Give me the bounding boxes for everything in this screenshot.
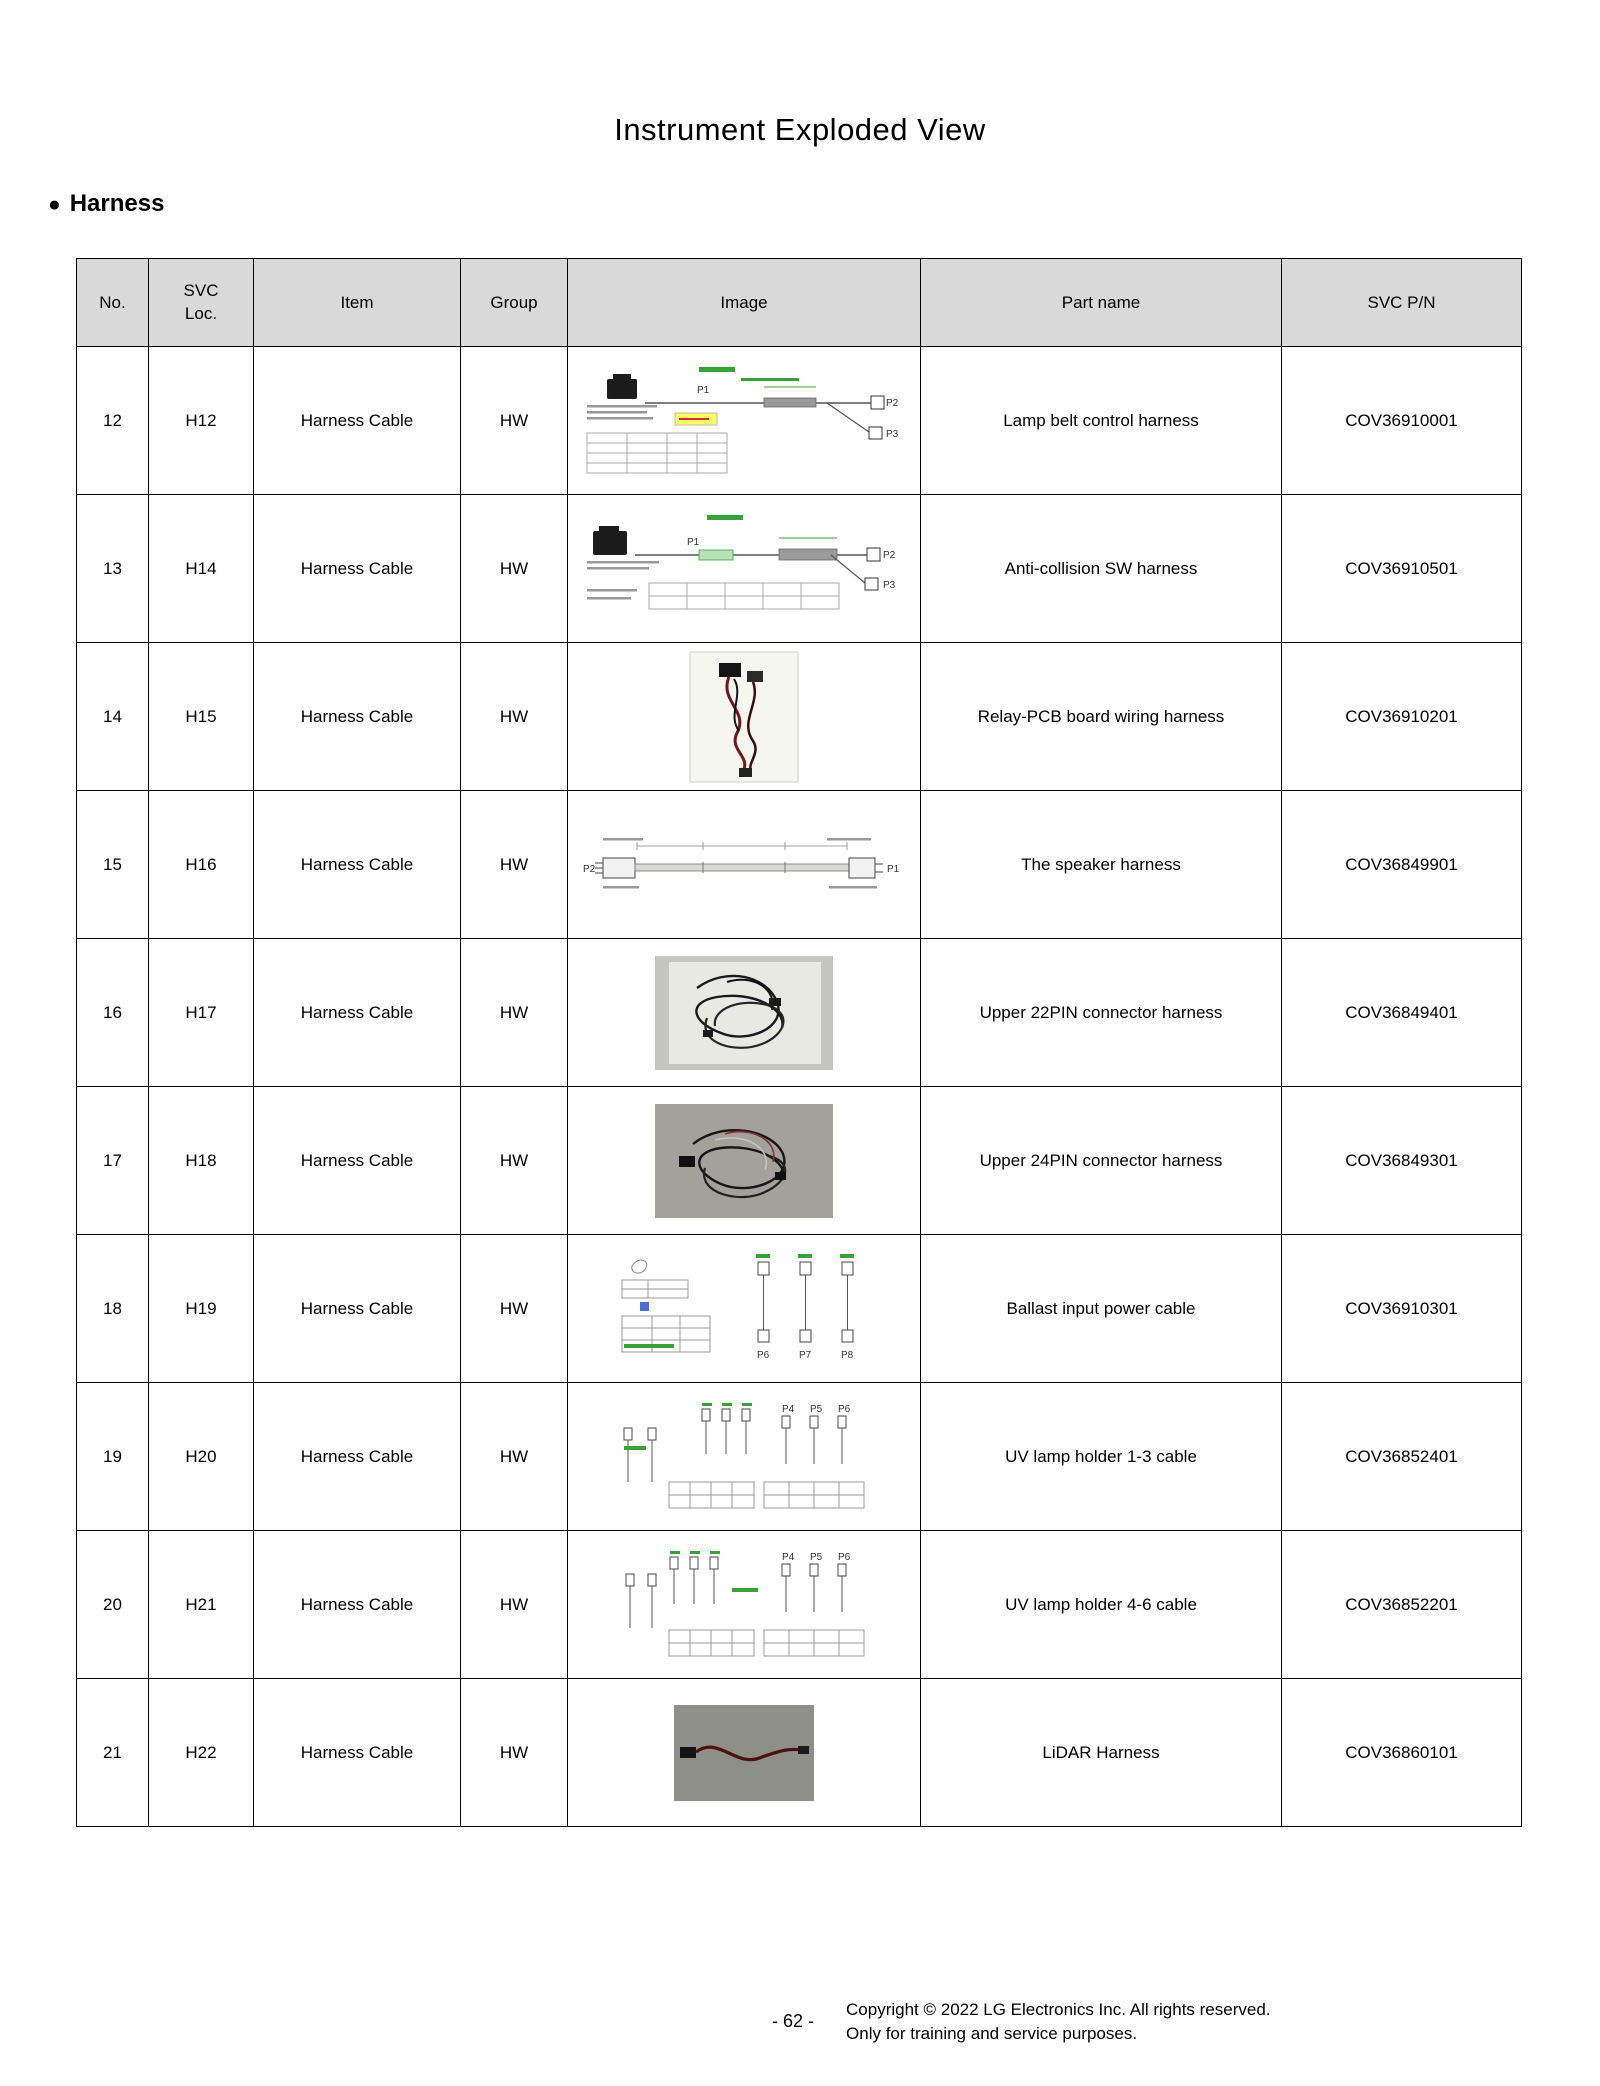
copyright-block <box>846 1998 1271 2046</box>
harness-photo <box>655 956 833 1070</box>
cell-item: Harness Cable <box>254 1531 461 1679</box>
connector-label: P4 <box>782 1551 795 1563</box>
cell-part-name: UV lamp holder 4-6 cable <box>921 1531 1282 1679</box>
section-header <box>48 190 164 218</box>
cell-part-name: Lamp belt control harness <box>921 347 1282 495</box>
cell-part-name: Upper 24PIN connector harness <box>921 1087 1282 1235</box>
cell-svc-loc: H20 <box>149 1383 254 1531</box>
table-row <box>77 791 1522 939</box>
cell-part-name: LiDAR Harness <box>921 1679 1282 1827</box>
cell-no: 19 <box>77 1383 149 1531</box>
cell-no: 13 <box>77 495 149 643</box>
cell-part-name: Relay-PCB board wiring harness <box>921 643 1282 791</box>
cell-svc-loc: H18 <box>149 1087 254 1235</box>
wiring-diagram-image <box>614 1548 874 1662</box>
column-header-item: Item <box>254 259 461 347</box>
cell-part-name: The speaker harness <box>921 791 1282 939</box>
cell-no: 14 <box>77 643 149 791</box>
cell-svc-pn: COV36849401 <box>1282 939 1522 1087</box>
purpose-text: Only for training and service purposes. <box>846 2023 1138 2043</box>
bullet-icon: ● <box>48 192 61 216</box>
page-footer <box>772 1998 1271 2046</box>
page-title: Instrument Exploded View <box>614 112 986 147</box>
cell-no: 15 <box>77 791 149 939</box>
cell-svc-pn: COV36849301 <box>1282 1087 1522 1235</box>
cell-image <box>568 1087 921 1235</box>
copyright-text: Copyright © 2022 LG Electronics Inc. All rights reserved. <box>846 2000 1271 2019</box>
cell-no: 12 <box>77 347 149 495</box>
cell-item: Harness Cable <box>254 643 461 791</box>
cell-group: HW <box>461 1235 568 1383</box>
cell-item: Harness Cable <box>254 1087 461 1235</box>
cell-item: Harness Cable <box>254 347 461 495</box>
connector-label: P2 <box>883 549 896 561</box>
connector-label: P2 <box>886 397 899 409</box>
table-header-row <box>77 259 1522 347</box>
cell-no: 21 <box>77 1679 149 1827</box>
table-row <box>77 1235 1522 1383</box>
cell-part-name: Upper 22PIN connector harness <box>921 939 1282 1087</box>
cell-svc-loc: H16 <box>149 791 254 939</box>
cell-no: 20 <box>77 1531 149 1679</box>
cell-image <box>568 643 921 791</box>
connector-label: P2 <box>583 863 596 875</box>
column-header-no: No. <box>77 259 149 347</box>
cell-no: 16 <box>77 939 149 1087</box>
connector-label: P4 <box>782 1403 795 1415</box>
table-row <box>77 347 1522 495</box>
cell-group: HW <box>461 1383 568 1531</box>
cell-item: Harness Cable <box>254 495 461 643</box>
connector-label: P3 <box>883 579 896 591</box>
cell-group: HW <box>461 1087 568 1235</box>
cell-item: Harness Cable <box>254 1235 461 1383</box>
harness-photo <box>674 1705 814 1801</box>
connector-label: P6 <box>838 1551 851 1563</box>
connector-label: P5 <box>810 1403 823 1415</box>
cell-image <box>568 1383 921 1531</box>
connector-label: P8 <box>841 1349 854 1361</box>
cell-group: HW <box>461 1531 568 1679</box>
cell-svc-pn: COV36910201 <box>1282 643 1522 791</box>
wiring-diagram-image <box>614 1252 874 1366</box>
cell-svc-pn: COV36849901 <box>1282 791 1522 939</box>
table-row <box>77 643 1522 791</box>
cell-part-name: UV lamp holder 1-3 cable <box>921 1383 1282 1531</box>
cell-svc-loc: H12 <box>149 347 254 495</box>
connector-label: P1 <box>697 384 710 396</box>
table-row <box>77 1531 1522 1679</box>
cell-item: Harness Cable <box>254 1679 461 1827</box>
cell-image <box>568 791 921 939</box>
connector-label: P1 <box>687 536 700 548</box>
connector-label: P6 <box>838 1403 851 1415</box>
wiring-diagram-image <box>579 511 909 627</box>
cell-part-name: Ballast input power cable <box>921 1235 1282 1383</box>
column-header-svc-loc: SVC Loc. <box>149 259 254 347</box>
harness-photo <box>689 651 799 783</box>
section-title: Harness <box>69 190 165 217</box>
table-row <box>77 495 1522 643</box>
cell-image <box>568 495 921 643</box>
cell-svc-loc: H22 <box>149 1679 254 1827</box>
cell-item: Harness Cable <box>254 939 461 1087</box>
cell-svc-pn: COV36910001 <box>1282 347 1522 495</box>
cell-group: HW <box>461 643 568 791</box>
column-header-group: Group <box>461 259 568 347</box>
cell-svc-loc: H21 <box>149 1531 254 1679</box>
table-row <box>77 1383 1522 1531</box>
cell-item: Harness Cable <box>254 1383 461 1531</box>
connector-label: P5 <box>810 1551 823 1563</box>
column-header-svc-pn: SVC P/N <box>1282 259 1522 347</box>
cell-image <box>568 347 921 495</box>
cell-svc-loc: H17 <box>149 939 254 1087</box>
cell-svc-pn: COV36910301 <box>1282 1235 1522 1383</box>
cable-diagram-image <box>579 832 909 898</box>
cell-group: HW <box>461 1679 568 1827</box>
table-row <box>77 1679 1522 1827</box>
cell-svc-loc: H15 <box>149 643 254 791</box>
column-header-part-name: Part name <box>921 259 1282 347</box>
cell-group: HW <box>461 347 568 495</box>
cell-image <box>568 1235 921 1383</box>
cell-group: HW <box>461 791 568 939</box>
connector-label: P1 <box>887 863 900 875</box>
parts-table <box>76 258 1522 1827</box>
table-row <box>77 1087 1522 1235</box>
cell-image <box>568 939 921 1087</box>
cell-svc-pn: COV36860101 <box>1282 1679 1522 1827</box>
harness-photo <box>655 1104 833 1218</box>
cell-part-name: Anti-collision SW harness <box>921 495 1282 643</box>
column-header-image: Image <box>568 259 921 347</box>
cell-group: HW <box>461 939 568 1087</box>
cell-image <box>568 1531 921 1679</box>
connector-label: P7 <box>799 1349 812 1361</box>
cell-svc-pn: COV36852401 <box>1282 1383 1522 1531</box>
cell-no: 17 <box>77 1087 149 1235</box>
cell-svc-pn: COV36910501 <box>1282 495 1522 643</box>
wiring-diagram-image <box>614 1400 874 1514</box>
cell-no: 18 <box>77 1235 149 1383</box>
cell-svc-loc: H19 <box>149 1235 254 1383</box>
page-number: - 62 - <box>772 2011 815 2032</box>
cell-image <box>568 1679 921 1827</box>
cell-group: HW <box>461 495 568 643</box>
connector-label: P6 <box>757 1349 770 1361</box>
cell-svc-pn: COV36852201 <box>1282 1531 1522 1679</box>
table-row <box>77 939 1522 1087</box>
wiring-diagram-image <box>579 363 909 479</box>
cell-item: Harness Cable <box>254 791 461 939</box>
cell-svc-loc: H14 <box>149 495 254 643</box>
connector-label: P3 <box>886 428 899 440</box>
